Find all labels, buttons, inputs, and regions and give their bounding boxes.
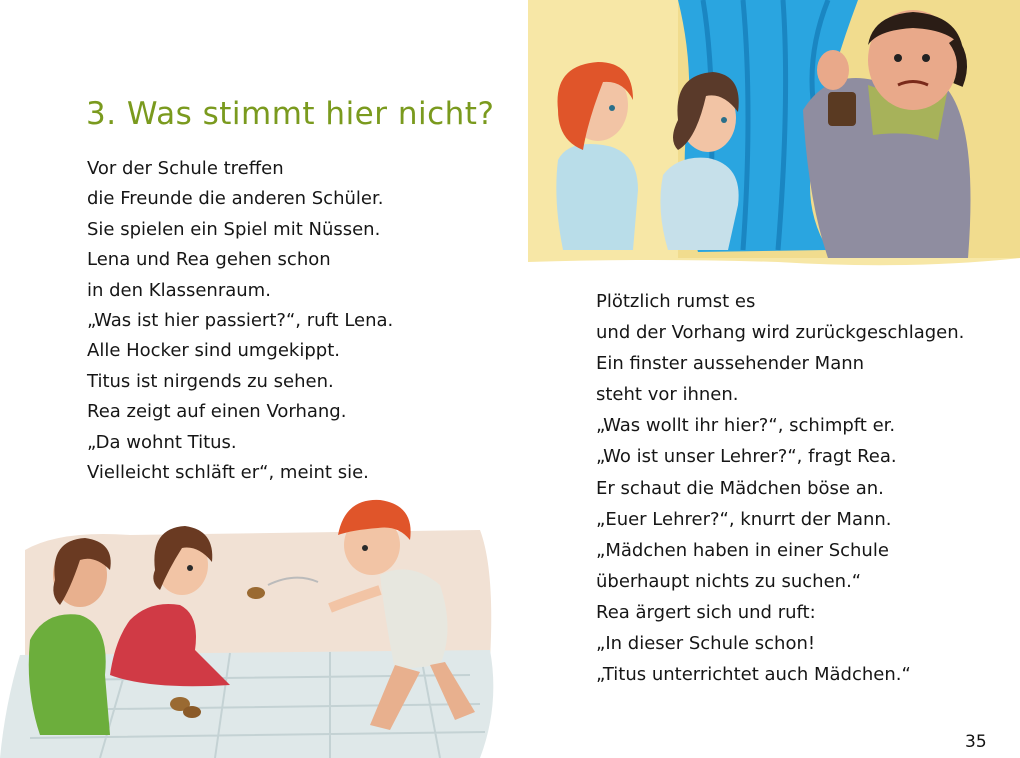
text-line: Rea ärgert sich und ruft: bbox=[596, 601, 816, 623]
text-line: „Titus unterrichtet auch Mädchen.“ bbox=[596, 664, 911, 686]
text-line: „Euer Lehrer?“, knurrt der Mann. bbox=[596, 508, 892, 530]
text-line: und der Vorhang wird zurückgeschlagen. bbox=[596, 322, 965, 344]
text-line: „Wo ist unser Lehrer?“, fragt Rea. bbox=[596, 446, 897, 468]
story-text-left bbox=[87, 154, 393, 488]
text-line: Titus ist nirgends zu sehen. bbox=[87, 370, 334, 392]
text-line: die Freunde die anderen Schüler. bbox=[87, 188, 384, 210]
text-line: steht vor ihnen. bbox=[596, 384, 739, 406]
story-text-right bbox=[596, 286, 964, 690]
text-line: Ein finster aussehender Mann bbox=[596, 353, 865, 375]
text-line: Er schaut die Mädchen böse an. bbox=[596, 477, 884, 499]
text-line: Plötzlich rumst es bbox=[596, 291, 756, 312]
text-line: Vor der Schule treffen bbox=[87, 158, 284, 179]
text-line: Vielleicht schläft er“, meint sie. bbox=[87, 461, 369, 483]
illustration-nut-game-scene bbox=[0, 490, 500, 758]
text-line: Alle Hocker sind umgekippt. bbox=[87, 340, 340, 362]
illustration-curtain-scene bbox=[528, 0, 1020, 270]
page-title: 3. Was stimmt hier nicht? bbox=[86, 96, 495, 132]
text-line: in den Klassenraum. bbox=[87, 279, 271, 301]
text-line: Lena und Rea gehen schon bbox=[87, 249, 331, 271]
text-line: „Mädchen haben in einer Schule bbox=[596, 539, 889, 561]
text-line: Sie spielen ein Spiel mit Nüssen. bbox=[87, 218, 381, 240]
text-line: Rea zeigt auf einen Vorhang. bbox=[87, 401, 347, 423]
text-line: „In dieser Schule schon! bbox=[596, 633, 816, 655]
text-line: „Was ist hier passiert?“, ruft Lena. bbox=[87, 309, 394, 331]
page-number: 35 bbox=[965, 732, 987, 752]
text-line: „Was wollt ihr hier?“, schimpft er. bbox=[596, 415, 896, 437]
text-line: überhaupt nichts zu suchen.“ bbox=[596, 570, 862, 592]
text-line: „Da wohnt Titus. bbox=[87, 431, 237, 453]
